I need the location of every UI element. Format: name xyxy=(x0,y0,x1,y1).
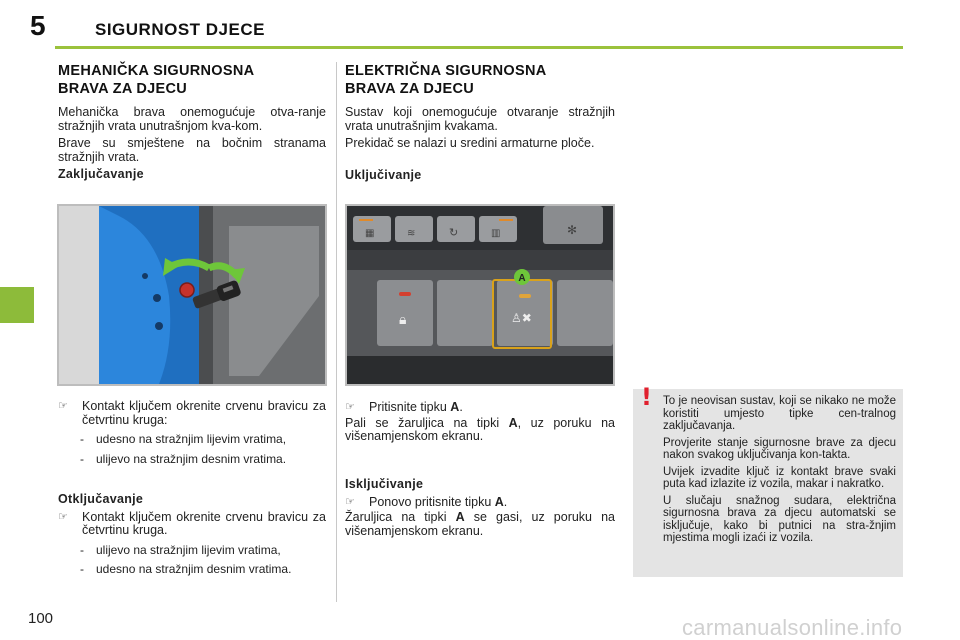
watermark: carmanualsonline.info xyxy=(682,615,903,640)
unlock-item: - ulijevo na stražnjim lijevim vratima, xyxy=(80,542,281,557)
lock-item-text: ulijevo na stražnjim desnim vratima. xyxy=(96,451,287,466)
activate-label: Uključivanje xyxy=(345,167,422,182)
lock-item: - ulijevo na stražnjim desnim vratima. xyxy=(80,451,287,466)
svg-text:✻: ✻ xyxy=(567,223,578,237)
unlock-instructions xyxy=(58,493,326,577)
svg-text:↻: ↻ xyxy=(449,226,459,239)
unlock-label: Otključavanje xyxy=(58,492,144,506)
finger-pointer-icon: ☞ xyxy=(58,400,68,412)
deactivate-bullet-text: Ponovo pritisnite tipku A. xyxy=(369,494,508,509)
deactivate-result-text: Žaruljica na tipki A se gasi, uz poruku na višenamjenskom ekranu. xyxy=(345,510,615,538)
activate-result-text: Pali se žaruljica na tipki A, uz poruku na višenamjenskom ekranu. xyxy=(345,415,615,443)
header-rule xyxy=(55,46,903,49)
door-lock-figure xyxy=(57,204,327,386)
electric-intro-2: Prekidač se nalazi u sredini armaturne ploče. xyxy=(345,136,595,150)
svg-text:🔒︎: 🔒︎ xyxy=(399,312,407,328)
mechanical-title-line2: BRAVA ZA DJECU xyxy=(58,81,188,97)
deactivate-label: Isključivanje xyxy=(345,477,424,491)
lock-instructions xyxy=(58,398,326,466)
lock-item: - udesno na stražnjim lijevim vratima, xyxy=(80,432,287,446)
electric-intro-1: Sustav koji onemogućuje otvaranje stražnjih vrata unutrašnjim kvakama. xyxy=(345,105,615,133)
finger-pointer-icon: ☞ xyxy=(345,495,355,508)
note-paragraph: To je neovisan sustav, koji se nikako ne može koristiti umjesto tipke cen-tralnog zaključavanja. xyxy=(663,395,896,432)
deactivate-bullet xyxy=(345,496,615,510)
note-paragraph: Uvijek izvadite ključ iz kontakt brave svaki puta kad izlazite iz vozila, makar i nakratko. xyxy=(663,465,896,490)
warning-exclamation-icon: ! xyxy=(641,383,652,411)
lock-item-text: udesno na stražnjim lijevim vratima, xyxy=(96,432,287,446)
svg-text:▦: ▦ xyxy=(365,228,375,239)
lock-bullet-text: Kontakt ključem okrenite crvenu bravicu za četvrtinu kruga: xyxy=(82,399,326,427)
mechanical-intro-1: Mehanička brava onemogućuje otva-ranje stražnjih vrata unutrašnjom kva-kom. xyxy=(58,105,326,133)
deactivate-instructions xyxy=(345,478,615,538)
mechanical-lock-section xyxy=(58,62,326,182)
finger-pointer-icon: ☞ xyxy=(58,510,68,523)
svg-text:♙✖: ♙✖ xyxy=(511,311,532,325)
figure-callout-a: A xyxy=(518,273,526,284)
dashboard-switch-figure xyxy=(345,204,615,386)
chapter-title: SIGURNOST DJECE xyxy=(95,20,265,39)
svg-text:▥: ▥ xyxy=(491,228,501,239)
mechanical-title-line1: MEHANIČKA SIGURNOSNA xyxy=(58,63,255,79)
unlock-bullet xyxy=(58,511,326,538)
activate-bullet-text: Pritisnite tipku A. xyxy=(369,400,463,414)
note-paragraph: Provjerite stanje sigurnosne brave za djecu nakon svakog uključivanja kon-takta. xyxy=(663,436,896,461)
activate-instructions xyxy=(345,399,615,444)
door-lock-illustration xyxy=(59,206,325,384)
unlock-item: - udesno na stražnjim desnim vratima. xyxy=(80,562,292,576)
electric-title-line2: BRAVA ZA DJECU xyxy=(345,81,475,97)
lock-label: Zaključavanje xyxy=(58,167,144,181)
warning-note xyxy=(633,383,903,577)
activate-bullet xyxy=(345,401,615,415)
svg-text:≋: ≋ xyxy=(407,228,416,239)
unlock-item-text: udesno na stražnjim desnim vratima. xyxy=(96,562,292,576)
finger-pointer-icon: ☞ xyxy=(345,401,355,413)
unlock-bullet-text: Kontakt ključem okrenite crvenu bravicu za četvrtinu kruga. xyxy=(82,509,326,537)
electric-lock-section xyxy=(345,62,615,182)
key-a: A xyxy=(455,510,465,524)
mechanical-title xyxy=(58,62,326,98)
chapter-number: 5 xyxy=(30,10,46,41)
key-a: A xyxy=(494,494,504,509)
chapter-side-tab xyxy=(0,287,34,323)
note-paragraph: U slučaju snažnog sudara, električna sigurnosna brava za djecu automatski se isključuje, kako bi putnici na stra-žnjim mjestima mogli izaći iz vozila. xyxy=(663,494,896,544)
key-a: A xyxy=(450,400,460,414)
dashboard-switch-illustration xyxy=(347,206,613,384)
key-a: A xyxy=(508,415,518,430)
column-divider xyxy=(336,62,337,602)
electric-title-line1: ELEKTRIČNA SIGURNOSNA xyxy=(345,63,547,79)
unlock-item-text: ulijevo na stražnjim lijevim vratima, xyxy=(96,542,281,557)
mechanical-intro-2: Brave su smještene na bočnim stranama stražnjih vrata. xyxy=(58,136,326,164)
page-number: 100 xyxy=(28,610,54,627)
lock-bullet xyxy=(58,400,326,427)
electric-title xyxy=(345,62,615,98)
